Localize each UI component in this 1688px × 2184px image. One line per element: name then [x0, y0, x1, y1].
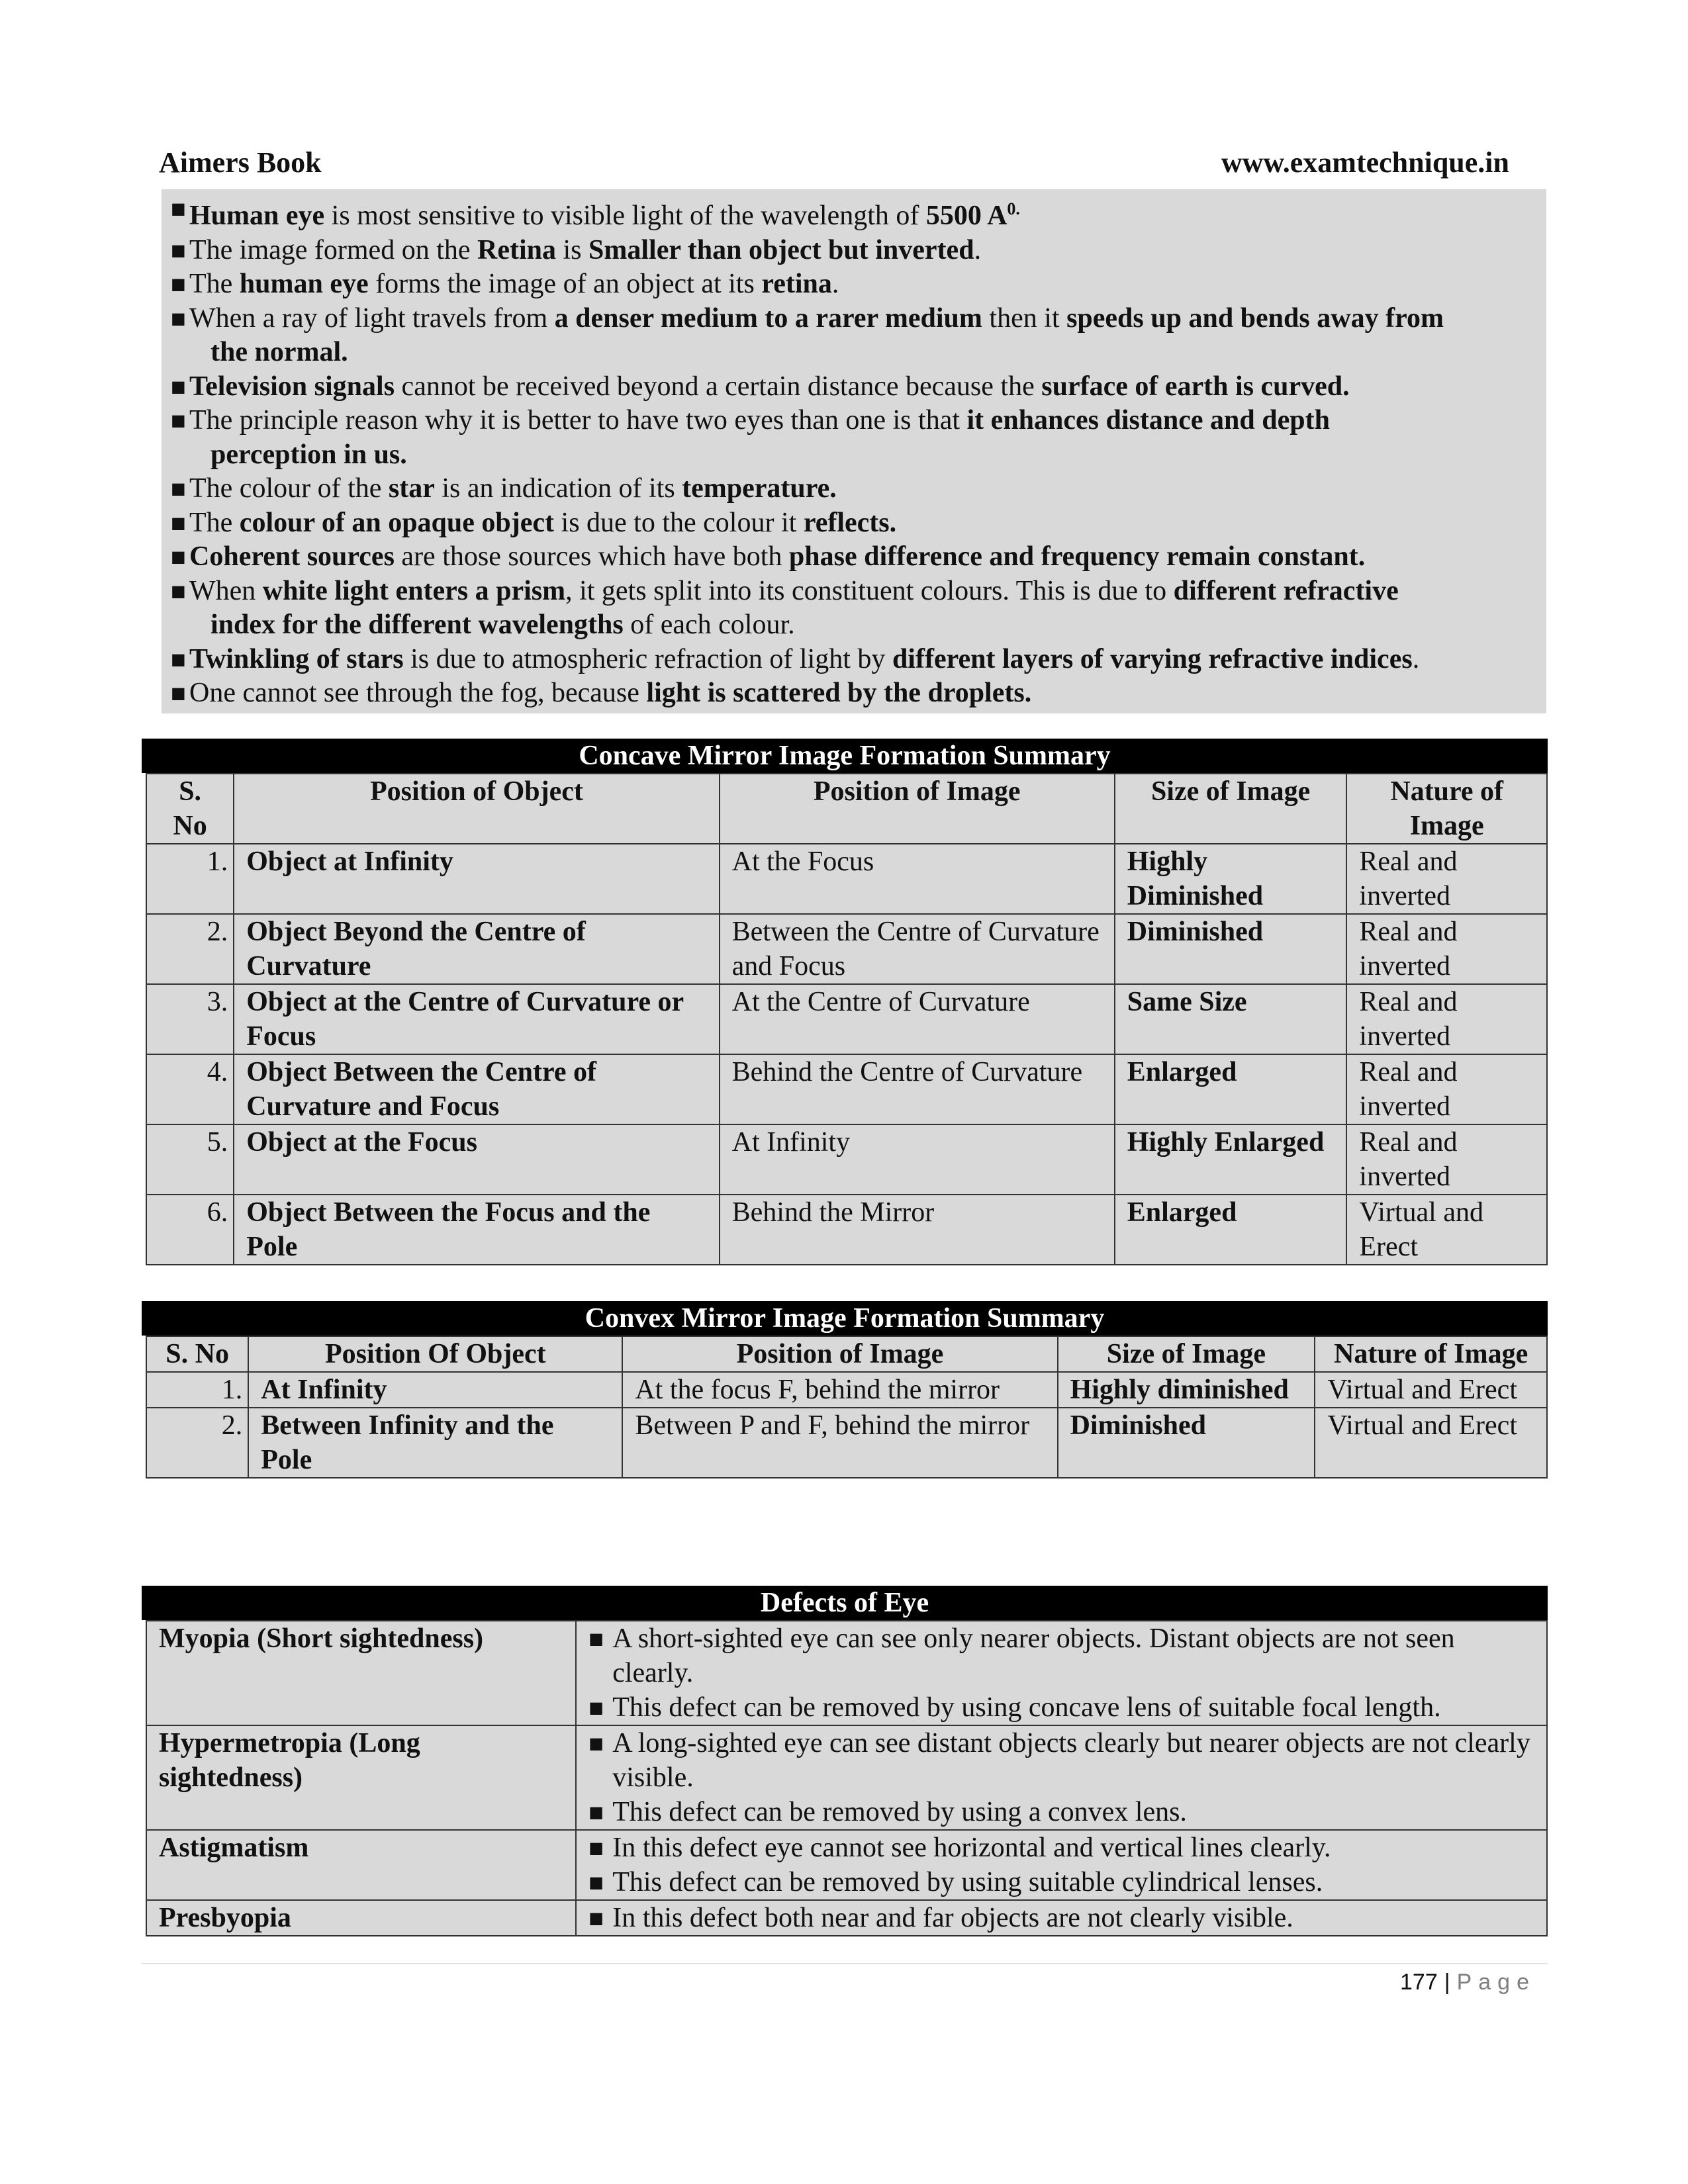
text: .: [831, 269, 839, 299]
square-bullet-icon: ■: [171, 581, 186, 600]
fact-line: [189, 608, 1540, 643]
text: The principle reason why it is better to have two eyes than one is that: [189, 405, 967, 435]
concave-table-title: Concave Mirror Image Formation Summary: [142, 739, 1548, 773]
serial-number-cell: 2.: [146, 914, 234, 984]
square-bullet-icon: ■: [588, 1629, 604, 1648]
serial-number-cell: 4.: [146, 1054, 234, 1124]
table-row: [146, 1830, 1547, 1900]
defect-name-cell: Hypermetropia (Long sightedness): [146, 1725, 576, 1830]
image-position-cell: At the focus F, behind the mirror: [622, 1372, 1057, 1408]
bold-text: phase difference and frequency remain constant.: [788, 541, 1366, 572]
bold-text: light is scattered by the droplets.: [646, 678, 1032, 708]
text: , it gets split into its constituent colours. This is due to: [565, 575, 1174, 606]
bold-text: Coherent sources: [189, 541, 395, 572]
fact-item: [168, 192, 1540, 234]
fact-line: [189, 438, 1540, 473]
bold-text: temperature.: [682, 473, 837, 504]
column-header: S. No: [146, 774, 234, 844]
fact-item: [168, 267, 1540, 302]
object-position-cell: Object at Infinity: [234, 844, 719, 914]
square-bullet-icon: ■: [588, 1803, 604, 1821]
bold-text: different refractive: [1173, 575, 1399, 606]
list-item: [588, 1901, 1534, 1935]
defect-name-cell: Presbyopia: [146, 1900, 576, 1936]
serial-number-cell: 3.: [146, 984, 234, 1054]
object-position-cell: Object Beyond the Centre of Curvature: [234, 914, 719, 984]
square-bullet-icon: ■: [171, 199, 186, 218]
bold-text: star: [388, 473, 435, 504]
table-row: [146, 914, 1547, 984]
table-row: [146, 1195, 1547, 1265]
square-bullet-icon: ■: [171, 377, 186, 396]
fact-line: [189, 302, 1540, 336]
footer-divider: [142, 1963, 1548, 1964]
image-nature-cell: Real and inverted: [1346, 914, 1547, 984]
fact-line: [189, 267, 1540, 302]
image-nature-cell: Real and inverted: [1346, 984, 1547, 1054]
image-size-cell: Enlarged: [1115, 1054, 1347, 1124]
bold-text: different layers of varying refractive indices: [892, 643, 1413, 674]
text: is due to the colour it: [554, 507, 804, 538]
fact-line: [189, 506, 1540, 541]
text: When: [189, 575, 263, 606]
fact-line: [189, 574, 1540, 609]
text: The colour of the: [189, 473, 389, 504]
convex-mirror-table: [146, 1336, 1548, 1479]
table-row: [146, 1725, 1547, 1830]
object-position-cell: Object at the Focus: [234, 1124, 719, 1195]
text: The: [189, 269, 240, 299]
serial-number-cell: 5.: [146, 1124, 234, 1195]
square-bullet-icon: ■: [588, 1839, 604, 1857]
square-bullet-icon: ■: [171, 649, 186, 668]
image-nature-cell: Real and inverted: [1346, 1124, 1547, 1195]
fact-item: [168, 302, 1540, 370]
list-item: [588, 1726, 1534, 1795]
point-text: In this defect both near and far objects are not clearly visible.: [612, 1903, 1293, 1933]
text: is most sensitive to visible light of the wavelength of: [324, 201, 926, 231]
square-bullet-icon: ■: [171, 308, 186, 328]
fact-item: [168, 574, 1540, 643]
object-position-cell: Object at the Centre of Curvature or Focus: [234, 984, 719, 1054]
fact-item: [168, 643, 1540, 677]
convex-table-title: Convex Mirror Image Formation Summary: [142, 1301, 1548, 1336]
text: forms the image of an object at its: [368, 269, 762, 299]
point-text: In this defect eye cannot see horizontal and vertical lines clearly.: [612, 1833, 1331, 1863]
fact-line: [189, 643, 1540, 677]
square-bullet-icon: ■: [171, 684, 186, 702]
bold-text: Human eye: [189, 201, 325, 231]
fact-item: [168, 506, 1540, 541]
image-position-cell: Behind the Centre of Curvature: [720, 1054, 1115, 1124]
column-header: Nature of Image: [1315, 1336, 1547, 1372]
point-text: A long-sighted eye can see distant objects clearly but nearer objects are not clearly visible.: [612, 1728, 1530, 1793]
bold-text: surface of earth is curved.: [1041, 371, 1350, 402]
bold-text: reflects.: [803, 507, 897, 538]
column-header: Size of Image: [1058, 1336, 1315, 1372]
image-position-cell: Between the Centre of Curvature and Focus: [720, 914, 1115, 984]
key-facts-box: [162, 189, 1546, 713]
column-header: Position of Image: [720, 774, 1115, 844]
serial-number-cell: 2.: [146, 1408, 248, 1478]
image-nature-cell: Real and inverted: [1346, 844, 1547, 914]
fact-item: [168, 472, 1540, 506]
square-bullet-icon: ■: [171, 240, 186, 259]
defects-of-eye-table: [146, 1620, 1548, 1936]
fact-line: [189, 336, 1540, 370]
table-row: [146, 1124, 1547, 1195]
square-bullet-icon: ■: [588, 1873, 604, 1891]
fact-item: [168, 404, 1540, 472]
book-title: Aimers Book: [159, 146, 322, 179]
fact-line: [189, 540, 1540, 574]
bold-text: retina: [761, 269, 832, 299]
serial-number-cell: 6.: [146, 1195, 234, 1265]
bold-text: Television signals: [189, 371, 395, 402]
list-item: [588, 1621, 1534, 1690]
image-position-cell: At the Focus: [720, 844, 1115, 914]
defect-description-cell: [576, 1621, 1547, 1725]
point-text: This defect can be removed by using suitable cylindrical lenses.: [612, 1867, 1323, 1897]
square-bullet-icon: ■: [171, 275, 186, 293]
table-row: [146, 1054, 1547, 1124]
defect-description-cell: [576, 1900, 1547, 1936]
image-size-cell: Diminished: [1058, 1408, 1315, 1478]
point-text: This defect can be removed by using a convex lens.: [612, 1797, 1187, 1827]
list-item: [588, 1795, 1534, 1829]
page-label: Page: [1456, 1970, 1536, 1995]
serial-number-cell: 1.: [146, 1372, 248, 1408]
table-row: [146, 1621, 1547, 1725]
bold-text: index for the different wavelengths: [211, 610, 624, 640]
bold-text: Smaller than object but inverted: [588, 234, 974, 265]
image-position-cell: Between P and F, behind the mirror: [622, 1408, 1057, 1478]
text: is an indication of its: [434, 473, 682, 504]
text: .: [1412, 643, 1420, 674]
list-item: [588, 1831, 1534, 1865]
square-bullet-icon: ■: [171, 411, 186, 430]
website-url: www.examtechnique.in: [1221, 146, 1509, 179]
fact-item: [168, 370, 1540, 404]
fact-line: [189, 676, 1540, 711]
text: cannot be received beyond a certain distance because the: [395, 371, 1042, 402]
image-nature-cell: Virtual and Erect: [1315, 1372, 1547, 1408]
fact-line: [189, 472, 1540, 506]
bold-text: colour of an opaque object: [239, 507, 555, 538]
square-bullet-icon: ■: [588, 1734, 604, 1752]
column-header: Position Of Object: [248, 1336, 622, 1372]
image-size-cell: Same Size: [1115, 984, 1347, 1054]
square-bullet-icon: ■: [588, 1698, 604, 1717]
superscript-text: 0.: [1007, 199, 1020, 218]
text: One cannot see through the fog, because: [189, 678, 647, 708]
text: of each colour.: [623, 610, 795, 640]
square-bullet-icon: ■: [588, 1909, 604, 1927]
square-bullet-icon: ■: [171, 479, 186, 498]
convex-mirror-table-block: [142, 1301, 1548, 1479]
fact-item: [168, 676, 1540, 711]
bold-text: Twinkling of stars: [189, 643, 404, 674]
defects-of-eye-block: [142, 1586, 1548, 1936]
image-size-cell: Highly diminished: [1058, 1372, 1315, 1408]
defect-name-cell: Astigmatism: [146, 1830, 576, 1900]
bold-text: the normal.: [211, 337, 348, 367]
text: is due to atmospheric refraction of light by: [403, 643, 892, 674]
column-header: S. No: [146, 1336, 248, 1372]
concave-mirror-table: [146, 773, 1548, 1265]
text: then it: [982, 302, 1067, 334]
text: The image formed on the: [189, 234, 478, 265]
text: When a ray of light travels from: [189, 302, 555, 334]
bold-text: white light enters a prism: [262, 575, 566, 606]
list-item: [588, 1690, 1534, 1725]
column-header: Position of Object: [234, 774, 719, 844]
defect-description-cell: [576, 1725, 1547, 1830]
defect-description-cell: [576, 1830, 1547, 1900]
bold-text: a denser medium to a rarer medium: [554, 302, 982, 334]
defect-name-cell: Myopia (Short sightedness): [146, 1621, 576, 1725]
text: is: [556, 234, 589, 265]
object-position-cell: Object Between the Centre of Curvature and Focus: [234, 1054, 719, 1124]
image-size-cell: Highly Enlarged: [1115, 1124, 1347, 1195]
bold-text: speeds up and bends away from: [1066, 302, 1444, 334]
fact-item: [168, 540, 1540, 574]
square-bullet-icon: ■: [171, 547, 186, 566]
concave-mirror-table-block: [142, 739, 1548, 1265]
point-text: A short-sighted eye can see only nearer objects. Distant objects are not seen clearly.: [612, 1623, 1455, 1688]
bold-text: it enhances distance and depth: [966, 405, 1330, 435]
bold-text: Retina: [477, 234, 557, 265]
defects-table-title: Defects of Eye: [142, 1586, 1548, 1620]
bold-text: human eye: [239, 269, 369, 299]
image-nature-cell: Virtual and Erect: [1346, 1195, 1547, 1265]
table-row: [146, 844, 1547, 914]
bold-text: perception in us.: [211, 439, 407, 470]
fact-line: [189, 192, 1540, 234]
column-header: Position of Image: [622, 1336, 1057, 1372]
text: The: [189, 507, 240, 538]
object-position-cell: Object Between the Focus and the Pole: [234, 1195, 719, 1265]
image-position-cell: Behind the Mirror: [720, 1195, 1115, 1265]
table-row: [146, 984, 1547, 1054]
point-text: This defect can be removed by using concave lens of suitable focal length.: [612, 1692, 1441, 1723]
column-header: Size of Image: [1115, 774, 1347, 844]
table-row: [146, 1408, 1547, 1478]
image-size-cell: Enlarged: [1115, 1195, 1347, 1265]
serial-number-cell: 1.: [146, 844, 234, 914]
column-header: Nature of Image: [1346, 774, 1547, 844]
page-number: 177: [1400, 1970, 1438, 1995]
table-row: [146, 1372, 1547, 1408]
image-nature-cell: Real and inverted: [1346, 1054, 1547, 1124]
list-item: [588, 1865, 1534, 1899]
image-size-cell: Diminished: [1115, 914, 1347, 984]
fact-line: [189, 234, 1540, 268]
text: are those sources which have both: [394, 541, 789, 572]
fact-line: [189, 370, 1540, 404]
fact-line: [189, 404, 1540, 438]
image-size-cell: Highly Diminished: [1115, 844, 1347, 914]
bold-text: 5500 A: [925, 201, 1008, 231]
image-position-cell: At the Centre of Curvature: [720, 984, 1115, 1054]
table-row: [146, 1900, 1547, 1936]
object-position-cell: At Infinity: [248, 1372, 622, 1408]
page-footer: [1400, 1970, 1536, 1995]
square-bullet-icon: ■: [171, 513, 186, 532]
text: .: [974, 234, 982, 265]
footer-separator: |: [1444, 1970, 1450, 1995]
page-header: [159, 146, 1509, 183]
object-position-cell: Between Infinity and the Pole: [248, 1408, 622, 1478]
image-nature-cell: Virtual and Erect: [1315, 1408, 1547, 1478]
fact-item: [168, 234, 1540, 268]
image-position-cell: At Infinity: [720, 1124, 1115, 1195]
